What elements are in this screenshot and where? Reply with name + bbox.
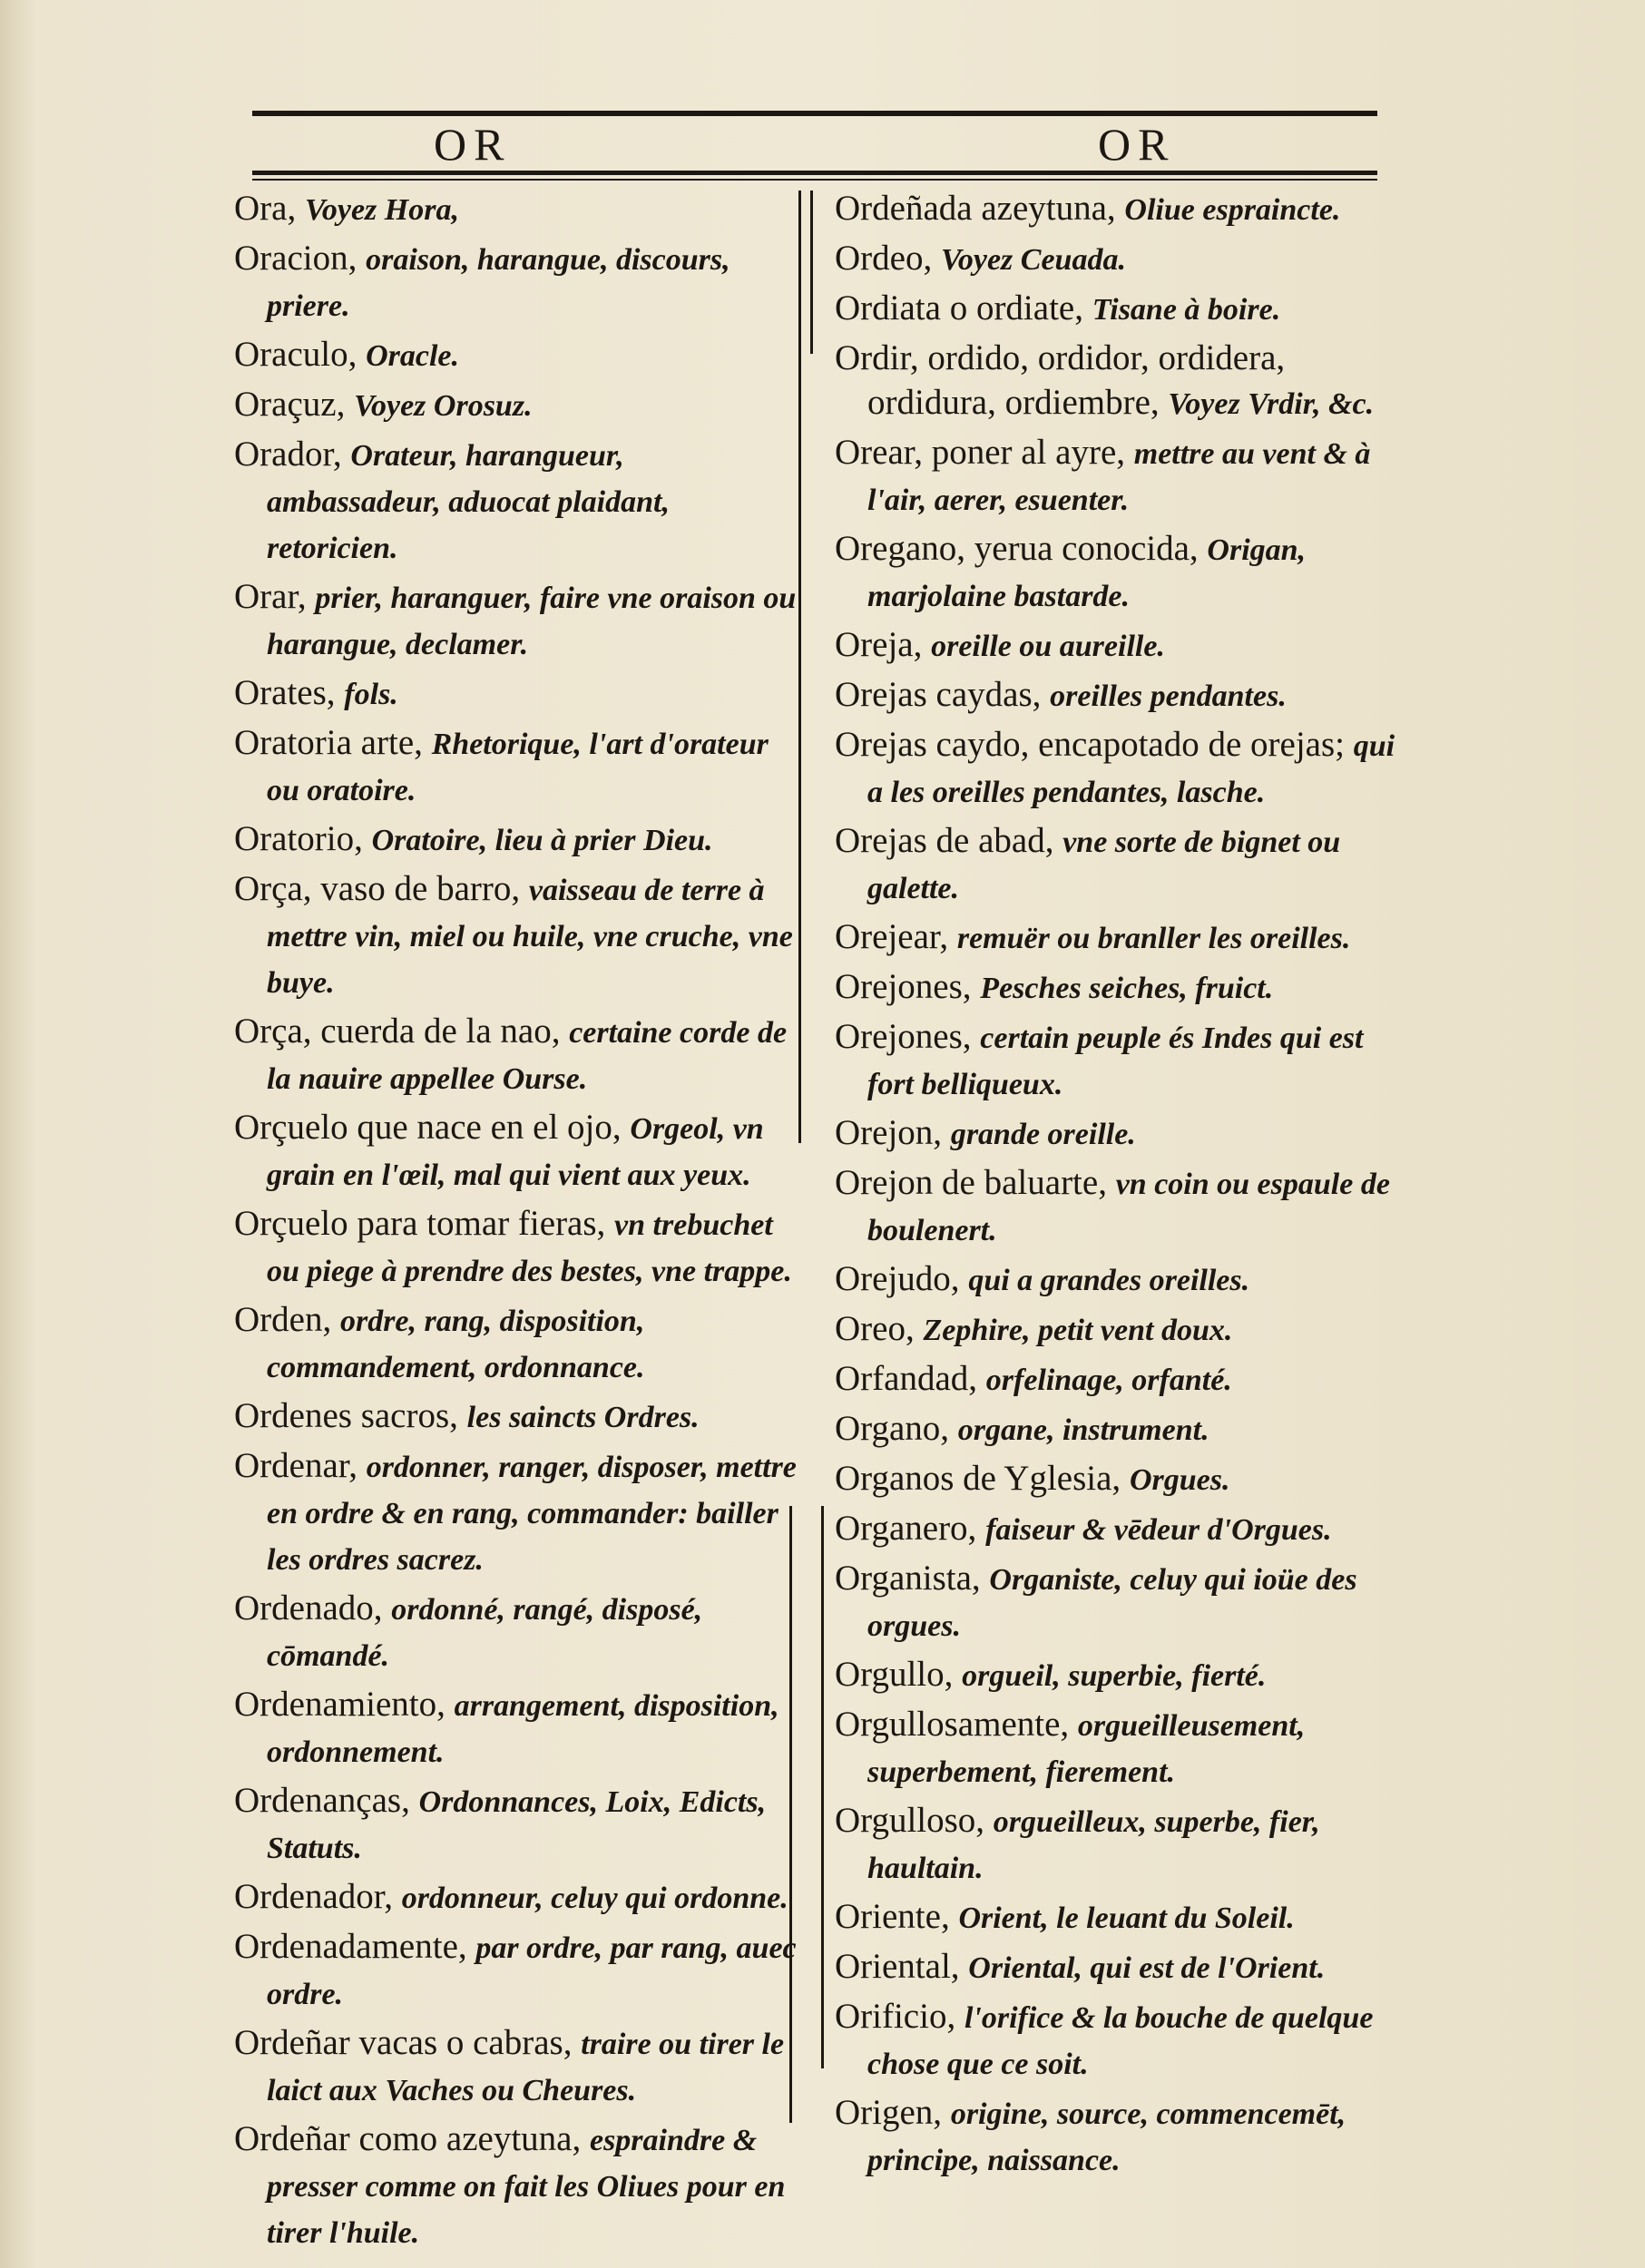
entry-headword: Oracion,: [234, 239, 367, 278]
header-rule-bottom: [252, 171, 1377, 175]
dictionary-entry: [234, 1201, 806, 1294]
entry-headword: Orejear,: [835, 917, 957, 956]
column-divider: [810, 191, 813, 354]
entry-headword: Ordenamiento,: [234, 1685, 455, 1724]
dictionary-entry: [835, 1994, 1406, 2087]
dictionary-entry: [234, 382, 806, 428]
entry-headword: Orden,: [234, 1300, 340, 1339]
entry-headword: Orçuelo que nace en el ojo,: [234, 1108, 631, 1147]
entry-headword: Organista,: [835, 1559, 990, 1598]
dictionary-entry: [835, 1506, 1406, 1552]
entry-definition: remuër ou branller les oreilles.: [956, 922, 1351, 955]
dictionary-entry: [835, 286, 1406, 332]
entry-headword: Orear, poner al ayre,: [835, 433, 1134, 472]
entry-definition: Oratoire, lieu à prier Dieu.: [371, 824, 713, 857]
entry-definition: Rhetorique, l'art d'orateur ou oratoire.: [267, 728, 769, 807]
entry-headword: Ordenador,: [234, 1877, 402, 1916]
dictionary-entry: [234, 332, 806, 378]
entry-headword: Orgullo,: [835, 1655, 963, 1694]
dictionary-entry: [835, 1160, 1406, 1253]
dictionary-entry: [835, 186, 1406, 232]
entry-headword: Oriente,: [835, 1897, 959, 1936]
running-head-left: OR: [434, 119, 512, 170]
dictionary-entry: [835, 722, 1406, 815]
running-head-right: OR: [1098, 119, 1176, 170]
entry-headword: Orador,: [234, 435, 351, 474]
entry-headword: Orejas caydas,: [835, 675, 1051, 714]
entry-headword: Ordenadamente,: [234, 1927, 476, 1966]
entry-headword: Ordenado,: [234, 1589, 392, 1628]
entry-headword: Oratorio,: [234, 819, 372, 858]
entry-definition: Voyez Hora,: [304, 193, 459, 227]
entry-definition: Pesches seiches, fruict.: [980, 972, 1274, 1005]
entry-definition: oreilles pendantes.: [1050, 679, 1287, 713]
dictionary-entry: [234, 2020, 806, 2113]
dictionary-entry: [234, 1778, 806, 1871]
entry-definition: origine, source, commencemēt, principe, naissance.: [867, 2097, 1346, 2177]
entry-definition: orgueilleusement, superbement, fierement.: [867, 1709, 1306, 1789]
entry-headword: Ordiata o ordiate,: [835, 288, 1092, 327]
entry-definition: certain peuple és Indes qui est fort belliqueux.: [867, 1022, 1364, 1101]
entry-headword: Orgullosamente,: [835, 1705, 1078, 1744]
entry-headword: Ordenes sacros,: [234, 1396, 467, 1435]
entry-definition: ordonneur, celuy qui ordonne.: [401, 1882, 788, 1915]
entry-headword: Organos de Yglesia,: [835, 1459, 1130, 1498]
entry-headword: Orça, cuerda de la nao,: [234, 1012, 570, 1051]
entry-definition: fols.: [344, 678, 398, 711]
dictionary-entry: [835, 1894, 1406, 1941]
column-divider: [821, 1506, 824, 2068]
entry-definition: ordonner, ranger, disposer, mettre en ordre & en rang, commander: bailler les ordres sacrez.: [267, 1451, 797, 1577]
entry-headword: Orça, vaso de barro,: [234, 869, 529, 908]
dictionary-entry: [234, 1297, 806, 1390]
entry-definition: vaisseau de terre à mettre vin, miel ou huile, vne cruche, vne buye.: [267, 874, 793, 1000]
entry-headword: Orates,: [234, 673, 345, 712]
entry-headword: Orejon,: [835, 1113, 951, 1152]
dictionary-entry: [835, 1702, 1406, 1794]
entry-headword: Ora,: [234, 189, 305, 228]
entry-headword: Oriental,: [835, 1947, 969, 1986]
entry-headword: Orejudo,: [835, 1259, 969, 1298]
entry-definition: grande oreille.: [950, 1118, 1136, 1151]
entry-headword: Oreja,: [835, 625, 932, 664]
entry-headword: Ordeñar como azeytuna,: [234, 2119, 590, 2158]
dictionary-entry: [835, 1256, 1406, 1303]
entry-headword: Ordenar,: [234, 1446, 367, 1485]
dictionary-entry: [234, 1924, 806, 2017]
entry-definition: Voyez Ceuada.: [940, 243, 1126, 277]
dictionary-entry: [234, 1009, 806, 1101]
entry-definition: Orgues.: [1129, 1463, 1230, 1497]
dictionary-entry: [234, 1443, 806, 1582]
left-column: [234, 186, 806, 2259]
entry-headword: Orejones,: [835, 967, 981, 1006]
entry-definition: espraindre & presser comme on fait les Oliues pour en tirer l'huile.: [267, 2124, 786, 2250]
entry-definition: qui a les oreilles pendantes, lasche.: [867, 729, 1395, 809]
dictionary-entry: [835, 1944, 1406, 1990]
dictionary-entry: [835, 818, 1406, 911]
entry-definition: orgueil, superbie, fierté.: [962, 1659, 1267, 1693]
dictionary-entry: [835, 1014, 1406, 1107]
entry-definition: les saincts Ordres.: [466, 1401, 700, 1434]
entry-definition: Orient, le leuant du Soleil.: [958, 1901, 1295, 1935]
entry-headword: Oreo,: [835, 1309, 924, 1348]
entry-definition: prier, haranguer, faire vne oraison ou harangue, declamer.: [267, 582, 797, 661]
dictionary-entry: [234, 1393, 806, 1440]
entry-headword: Origen,: [835, 2093, 951, 2132]
entry-headword: Ordeñar vacas o cabras,: [234, 2023, 582, 2062]
dictionary-entry: [835, 2090, 1406, 2183]
entry-definition: vn coin ou espaule de boulenert.: [867, 1168, 1390, 1247]
entry-definition: organe, instrument.: [957, 1413, 1209, 1447]
dictionary-entry: [835, 622, 1406, 669]
entry-headword: Ordeñada azeytuna,: [835, 189, 1125, 228]
entry-definition: qui a grandes oreilles.: [968, 1264, 1250, 1297]
dictionary-entry: [835, 964, 1406, 1011]
entry-definition: Orgeol, vn grain en l'œil, mal qui vient aux yeux.: [267, 1112, 764, 1192]
dictionary-entry: [835, 1110, 1406, 1157]
dictionary-entry: [835, 1798, 1406, 1891]
entry-definition: arrangement, disposition, ordonnement.: [267, 1689, 779, 1769]
right-column: [835, 186, 1406, 2186]
entry-definition: Ordonnances, Loix, Edicts, Statuts.: [267, 1785, 767, 1865]
dictionary-entry: [234, 816, 806, 863]
entry-headword: Orçuelo para tomar fieras,: [234, 1204, 615, 1243]
entry-definition: ordonné, rangé, disposé, cōmandé.: [267, 1593, 703, 1673]
dictionary-entry: [835, 914, 1406, 961]
header-rule-thin: [252, 179, 1377, 181]
entry-definition: Zephire, petit vent doux.: [923, 1314, 1233, 1347]
entry-definition: Origan, marjolaine bastarde.: [867, 533, 1307, 613]
entry-definition: Orateur, harangueur, ambassadeur, aduocat plaidant, retoricien.: [267, 439, 670, 565]
dictionary-entry: [835, 1306, 1406, 1353]
entry-headword: Oregano, yerua conocida,: [835, 529, 1208, 568]
entry-definition: oreille ou aureille.: [931, 630, 1165, 663]
entry-definition: Voyez Orosuz.: [354, 389, 533, 423]
dictionary-entry: [234, 2116, 806, 2255]
dictionary-entry: [234, 1586, 806, 1678]
entry-definition: vn trebuchet ou piege à prendre des bestes, vne trappe.: [267, 1208, 792, 1288]
entry-headword: Oratoria arte,: [234, 723, 432, 762]
entry-definition: mettre au vent & à l'air, aerer, esuenter.: [867, 437, 1371, 517]
entry-definition: Oliue espraincte.: [1124, 193, 1341, 227]
entry-definition: l'orifice & la bouche de quelque chose que ce soit.: [867, 2001, 1374, 2081]
entry-headword: Orgulloso,: [835, 1801, 994, 1840]
dictionary-entry: [835, 336, 1406, 426]
dictionary-entry: [234, 1105, 806, 1198]
entry-definition: traire ou tirer le laict aux Vaches ou Cheures.: [267, 2028, 785, 2107]
entry-headword: Ordir, ordido, ordidor, ordidera, ordidura, ordiembre,: [835, 338, 1286, 422]
entry-headword: Orfandad,: [835, 1359, 986, 1398]
entry-headword: Ordeo,: [835, 239, 941, 278]
entry-headword: Orejas de abad,: [835, 821, 1063, 860]
entry-definition: orfelinage, orfanté.: [985, 1364, 1232, 1397]
dictionary-entry: [835, 236, 1406, 282]
entry-headword: Orificio,: [835, 1997, 964, 2036]
dictionary-entry: [234, 432, 806, 571]
entry-definition: Oriental, qui est de l'Orient.: [968, 1951, 1326, 1985]
dictionary-entry: [234, 720, 806, 813]
dictionary-entry: [835, 1356, 1406, 1403]
entry-headword: Oraçuz,: [234, 385, 355, 424]
entry-definition: certaine corde de la nauire appellee Ourse.: [267, 1016, 788, 1096]
entry-headword: Orejones,: [835, 1017, 981, 1056]
dictionary-entry: [835, 430, 1406, 523]
dictionary-entry: [835, 672, 1406, 719]
dictionary-entry: [234, 186, 806, 232]
entry-definition: oraison, harangue, discours, priere.: [267, 243, 730, 323]
entry-headword: Organo,: [835, 1409, 958, 1448]
entry-headword: Ordenanças,: [234, 1781, 419, 1820]
entry-definition: Oracle.: [366, 339, 460, 373]
entry-headword: Orejon de baluarte,: [835, 1163, 1116, 1202]
dictionary-entry: [234, 670, 806, 717]
dictionary-entry: [234, 1874, 806, 1921]
dictionary-entry: [835, 1456, 1406, 1502]
entry-headword: Orejas caydo, encapotado de orejas;: [835, 725, 1354, 764]
dictionary-entry: [835, 526, 1406, 619]
entry-definition: Voyez Vrdir, &c.: [1168, 387, 1375, 421]
entry-definition: orgueilleux, superbe, fier, haultain.: [867, 1805, 1320, 1885]
entry-definition: Tisane à boire.: [1092, 293, 1281, 327]
entry-headword: Organero,: [835, 1509, 986, 1548]
entry-headword: Orar,: [234, 577, 316, 616]
entry-headword: Oraculo,: [234, 335, 367, 374]
entry-definition: par ordre, par rang, auec ordre.: [267, 1931, 797, 2011]
header-rule-top: [252, 111, 1377, 116]
entry-definition: vne sorte de bignet ou galette.: [867, 826, 1341, 905]
dictionary-entry: [835, 1652, 1406, 1698]
dictionary-entry: [835, 1556, 1406, 1648]
dictionary-entry: [234, 236, 806, 328]
dictionary-entry: [835, 1406, 1406, 1452]
dictionary-entry: [234, 866, 806, 1005]
entry-definition: Organiste, celuy qui ioüe des orgues.: [867, 1563, 1357, 1643]
dictionary-entry: [234, 1682, 806, 1774]
dictionary-entry: [234, 574, 806, 667]
entry-definition: ordre, rang, disposition, commandement, ordonnance.: [267, 1305, 645, 1384]
entry-definition: faiseur & vēdeur d'Orgues.: [985, 1513, 1332, 1547]
